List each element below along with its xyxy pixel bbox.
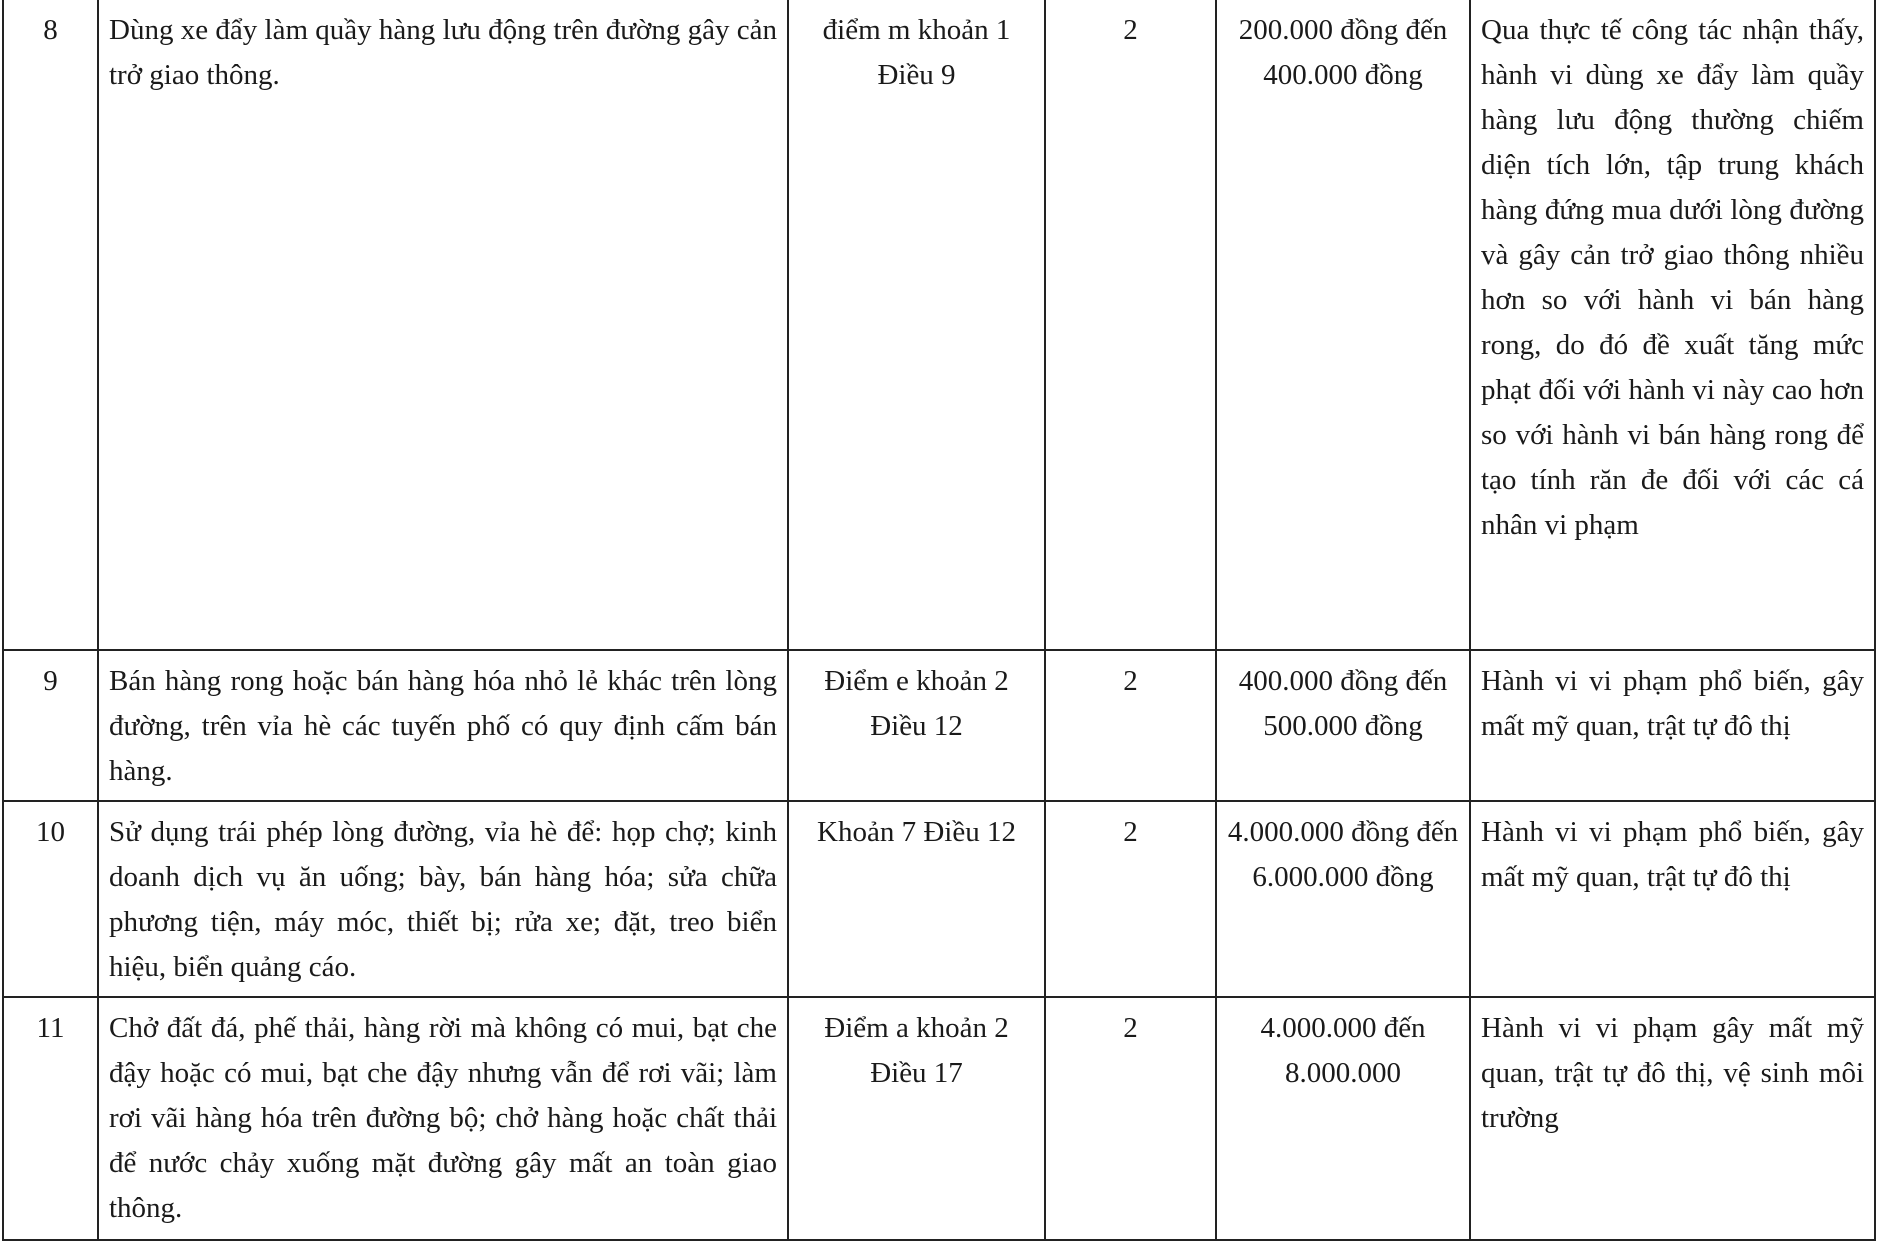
rationale: Hành vi vi phạm gây mất mỹ quan, trật tự đô thị, vệ sinh môi trường: [1470, 997, 1875, 1240]
violations-table: [2, 0, 1876, 1241]
legal-reference: Khoản 7 Điều 12: [788, 801, 1045, 997]
penalty-level: 2: [1045, 650, 1216, 801]
penalty-level: 2: [1045, 997, 1216, 1240]
rationale: Hành vi vi phạm phổ biến, gây mất mỹ quan, trật tự đô thị: [1470, 801, 1875, 997]
table-row: [3, 0, 1875, 650]
rationale: Hành vi vi phạm phổ biến, gây mất mỹ quan, trật tự đô thị: [1470, 650, 1875, 801]
penalty-level: 2: [1045, 801, 1216, 997]
fine-amount: 200.000 đồng đến 400.000 đồng: [1216, 0, 1470, 650]
violation-description: Bán hàng rong hoặc bán hàng hóa nhỏ lẻ khác trên lòng đường, trên vỉa hè các tuyến phố có quy định cấm bán hàng.: [98, 650, 788, 801]
violation-description: Dùng xe đẩy làm quầy hàng lưu động trên đường gây cản trở giao thông.: [98, 0, 788, 650]
fine-amount: 400.000 đồng đến 500.000 đồng: [1216, 650, 1470, 801]
row-number: 9: [3, 650, 98, 801]
table-row: [3, 650, 1875, 801]
fine-amount: 4.000.000 đồng đến 6.000.000 đồng: [1216, 801, 1470, 997]
violation-description: Chở đất đá, phế thải, hàng rời mà không có mui, bạt che đậy hoặc có mui, bạt che đậy nhưng vẫn để rơi vãi; làm rơi vãi hàng hóa trên đường bộ; chở hàng hoặc chất thải để nước chảy xuống mặt đường gây mất an toàn giao thông.: [98, 997, 788, 1240]
legal-reference: điểm m khoản 1 Điều 9: [788, 0, 1045, 650]
table-row: [3, 997, 1875, 1240]
row-number: 10: [3, 801, 98, 997]
legal-reference: Điểm a khoản 2 Điều 17: [788, 997, 1045, 1240]
violation-description: Sử dụng trái phép lòng đường, vỉa hè để: họp chợ; kinh doanh dịch vụ ăn uống; bày, bán hàng hóa; sửa chữa phương tiện, máy móc, thiết bị; rửa xe; đặt, treo biển hiệu, biển quảng cáo.: [98, 801, 788, 997]
fine-amount: 4.000.000 đến 8.000.000: [1216, 997, 1470, 1240]
legal-reference: Điểm e khoản 2 Điều 12: [788, 650, 1045, 801]
row-number: 11: [3, 997, 98, 1240]
table-row: [3, 801, 1875, 997]
penalty-level: 2: [1045, 0, 1216, 650]
rationale: Qua thực tế công tác nhận thấy, hành vi dùng xe đẩy làm quầy hàng lưu động thường chiếm diện tích lớn, tập trung khách hàng đứng mua dưới lòng đường và gây cản trở giao thông nhiều hơn so với hành vi bán hàng rong, do đó đề xuất tăng mức phạt đối với hành vi này cao hơn so với hành vi bán hàng rong để tạo tính răn đe đối với các cá nhân vi phạm: [1470, 0, 1875, 650]
row-number: 8: [3, 0, 98, 650]
